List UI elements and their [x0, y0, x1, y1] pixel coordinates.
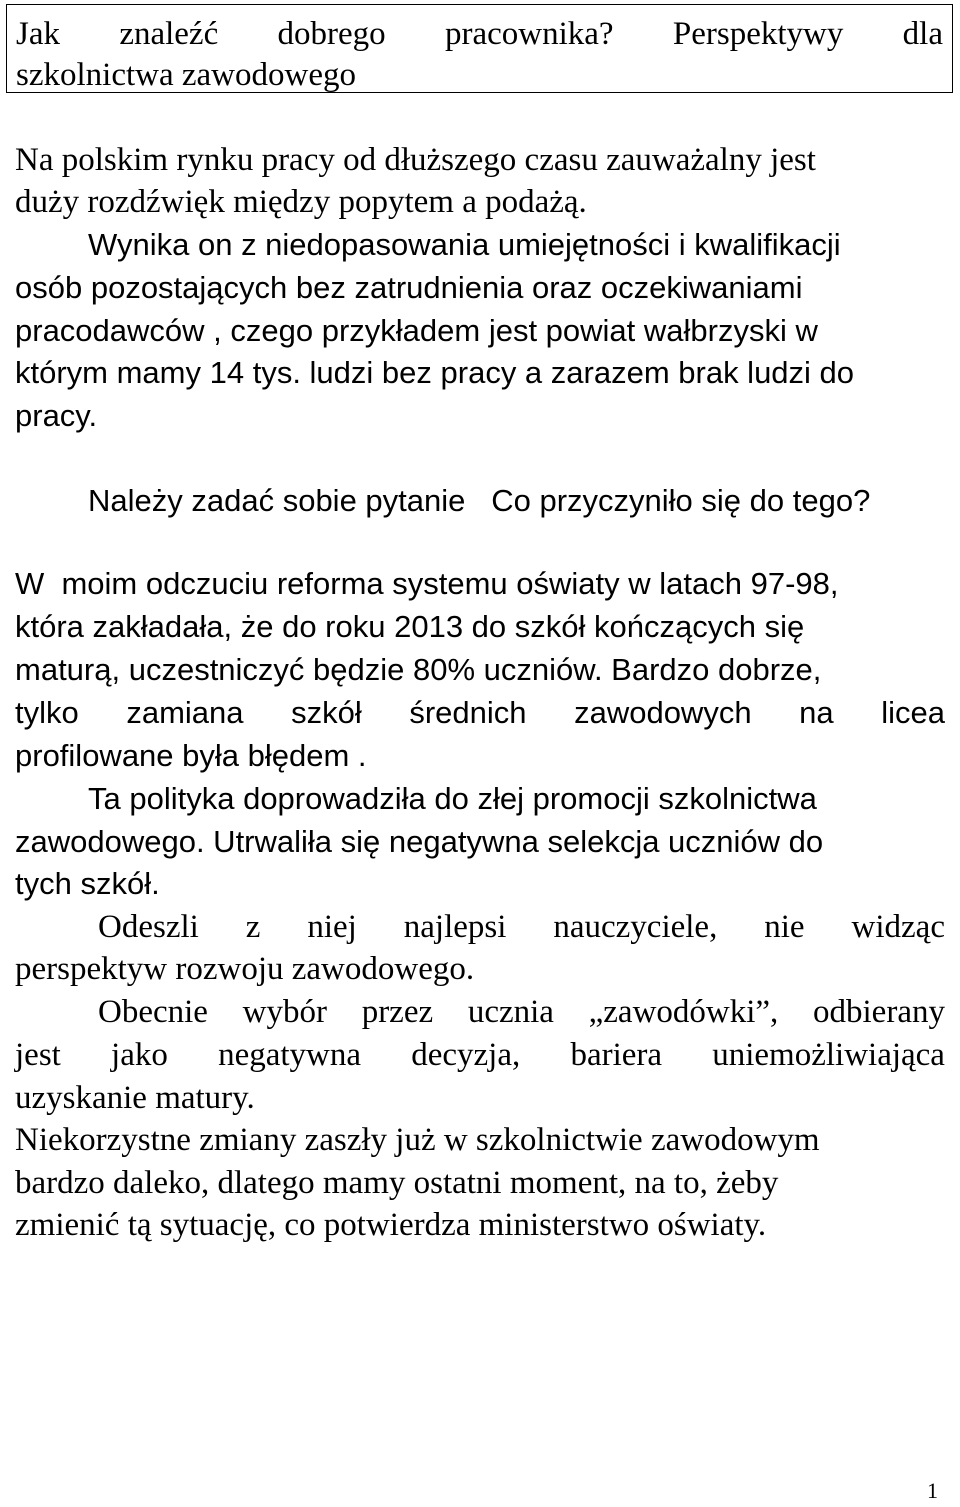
word: zawodowych	[574, 695, 752, 730]
word: „zawodówki”,	[588, 994, 779, 1030]
word: z	[245, 909, 261, 945]
paragraph-6-line-2	[15, 1035, 945, 1075]
paragraph-5-line-2: perspektyw rozwoju zawodowego.	[15, 951, 475, 987]
title-word: dobrego	[277, 16, 386, 52]
word: na	[799, 695, 834, 730]
word: decyzja,	[411, 1037, 521, 1073]
paragraph-2-line-4: którym mamy 14 tys. ludzi bez pracy a zarazem brak ludzi do	[15, 355, 855, 390]
paragraph-4-line-2: zawodowego. Utrwaliła się negatywna selekcja uczniów do	[15, 824, 824, 859]
word: tylko	[15, 695, 79, 730]
paragraph-2-line-2: osób pozostających bez zatrudnienia oraz oczekiwaniami	[15, 270, 803, 305]
word: jako	[111, 1037, 168, 1073]
word: licea	[881, 695, 945, 730]
word: uniemożliwiająca	[712, 1037, 945, 1073]
word: niej	[307, 909, 357, 945]
word: odbierany	[813, 994, 945, 1030]
paragraph-3-line-4	[15, 693, 945, 733]
title-line-2: szkolnictwa zawodowego	[16, 57, 356, 93]
word: Odeszli	[98, 909, 199, 945]
word: ucznia	[467, 994, 554, 1030]
page-number: 1	[927, 1478, 938, 1503]
title-line-1	[16, 14, 943, 54]
paragraph-4-line-3: tych szkół.	[15, 866, 160, 901]
paragraph-2-line-5: pracy.	[15, 398, 98, 433]
paragraph-3-line-1: W moim odczuciu reforma systemu oświaty w latach 97-98,	[15, 566, 839, 601]
title-word: Perspektywy	[672, 16, 844, 52]
word: nauczyciele,	[553, 909, 718, 945]
paragraph-3-line-2: która zakładała, że do roku 2013 do szkół kończących się	[15, 609, 805, 644]
title-word: znaleźć	[119, 16, 219, 52]
paragraph-2-line-1: Wynika on z niedopasowania umiejętności i kwalifikacji	[88, 227, 841, 262]
question-line: Należy zadać sobie pytanie Co przyczyniło się do tego?	[88, 483, 871, 518]
word: wybór	[242, 994, 327, 1030]
paragraph-7-line-1: Niekorzystne zmiany zaszły już w szkolnictwie zawodowym	[15, 1122, 820, 1158]
paragraph-1-line-2: duży rozdźwięk między popytem a podażą.	[15, 184, 587, 220]
title-word: pracownika?	[444, 16, 614, 52]
word: przez	[361, 994, 434, 1030]
paragraph-5-line-1	[98, 907, 945, 947]
word: średnich	[409, 695, 527, 730]
word: jest	[15, 1037, 61, 1073]
title-box	[6, 4, 953, 93]
word: bariera	[570, 1037, 663, 1073]
word: widząc	[851, 909, 945, 945]
paragraph-6-line-1	[98, 992, 945, 1032]
paragraph-2-line-3: pracodawców , czego przykładem jest powiat wałbrzyski w	[15, 313, 818, 348]
paragraph-1-line-1: Na polskim rynku pracy od dłuższego czasu zauważalny jest	[15, 142, 816, 178]
word: negatywna	[218, 1037, 362, 1073]
title-word: Jak	[16, 16, 60, 52]
paragraph-7-line-2: bardzo daleko, dlatego mamy ostatni moment, na to, żeby	[15, 1165, 779, 1201]
paragraph-3-line-5: profilowane była błędem .	[15, 738, 367, 773]
title-word: dla	[902, 16, 943, 52]
word: najlepsi	[403, 909, 507, 945]
word: szkół	[291, 695, 362, 730]
paragraph-6-line-3: uzyskanie matury.	[15, 1080, 255, 1116]
word: Obecnie	[98, 994, 208, 1030]
paragraph-7-line-3: zmienić tą sytuację, co potwierdza ministerstwo oświaty.	[15, 1207, 767, 1243]
word: nie	[764, 909, 805, 945]
word: zamiana	[126, 695, 244, 730]
paragraph-3-line-3: maturą, uczestniczyć będzie 80% uczniów. Bardzo dobrze,	[15, 652, 822, 687]
paragraph-4-line-1: Ta polityka doprowadziła do złej promocji szkolnictwa	[88, 781, 817, 816]
